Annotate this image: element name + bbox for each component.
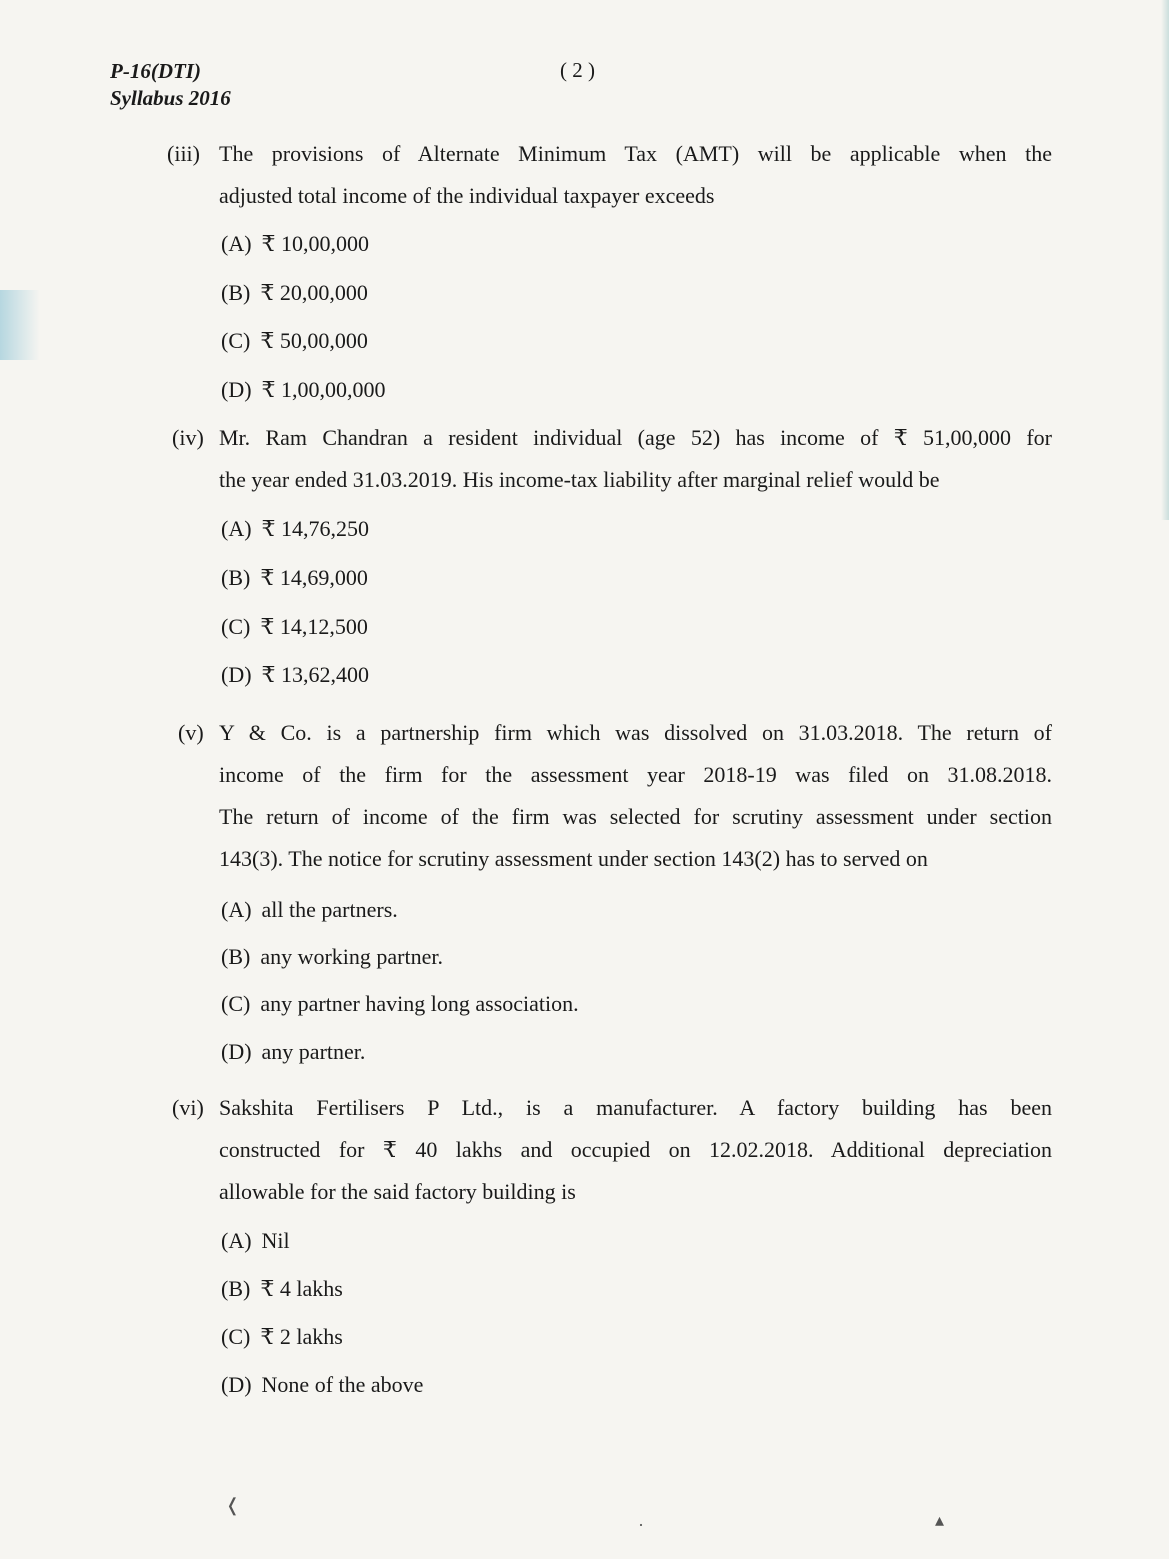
question-line: income of the firm for the assessment year 2018-19 was filed on 31.08.2018. <box>219 762 1052 787</box>
option-text: ₹ 50,00,000 <box>260 328 368 353</box>
option <box>221 990 579 1018</box>
option-text: any partner. <box>261 1039 366 1064</box>
option <box>221 613 368 641</box>
scan-speck: ❬ <box>225 1495 241 1515</box>
option <box>221 661 369 689</box>
scan-speck: · <box>638 1515 644 1535</box>
option-text: ₹ 20,00,000 <box>260 280 368 305</box>
question-text <box>219 140 1052 224</box>
option <box>221 230 369 258</box>
option-text: ₹ 10,00,000 <box>261 231 370 256</box>
option <box>221 1323 343 1351</box>
option <box>221 1227 290 1255</box>
option-text: Nil <box>261 1228 290 1253</box>
question-line: The return of income of the firm was selected for scrutiny assessment under section <box>219 804 1052 829</box>
option-label: (D) <box>221 1039 252 1064</box>
question-line: Y & Co. is a partnership firm which was dissolved on 31.03.2018. The return of <box>219 720 1052 745</box>
question-line: Sakshita Fertilisers P Ltd., is a manufacturer. A factory building has been <box>219 1095 1052 1120</box>
paper-header <box>110 58 231 112</box>
option-text: None of the above <box>261 1372 424 1397</box>
option-text: ₹ 14,76,250 <box>261 516 370 541</box>
option <box>221 1371 423 1399</box>
question-label: (iii) <box>167 141 200 166</box>
option-text: any working partner. <box>260 944 443 969</box>
option-text: all the partners. <box>261 897 398 922</box>
option-text: ₹ 14,12,500 <box>260 614 368 639</box>
question-label: (v) <box>178 720 204 745</box>
option-label: (C) <box>221 614 251 639</box>
option-text: ₹ 1,00,00,000 <box>261 377 386 402</box>
question-text <box>219 1094 1052 1220</box>
option-label: (D) <box>221 1372 252 1397</box>
option <box>221 943 443 971</box>
option-label: (A) <box>221 231 252 256</box>
option <box>221 376 386 404</box>
option-label: (A) <box>221 516 252 541</box>
option-label: (A) <box>221 897 252 922</box>
question-line: adjusted total income of the individual taxpayer exceeds <box>219 183 715 208</box>
option-label: (A) <box>221 1228 252 1253</box>
option-label: (B) <box>221 944 251 969</box>
page-number: ( 2 ) <box>560 58 595 82</box>
question-line: allowable for the said factory building is <box>219 1179 576 1204</box>
option-label: (B) <box>221 1276 251 1301</box>
option <box>221 1275 343 1303</box>
question-line: Mr. Ram Chandran a resident individual (age 52) has income of ₹ 51,00,000 for <box>219 425 1052 450</box>
syllabus-label: Syllabus 2016 <box>110 86 231 110</box>
option-label: (B) <box>221 280 251 305</box>
option-label: (B) <box>221 565 251 590</box>
scan-edge-shadow <box>1161 0 1169 520</box>
question-line: 143(3). The notice for scrutiny assessment under section 143(2) has to served on <box>219 846 928 871</box>
option-label: (C) <box>221 1324 251 1349</box>
option <box>221 279 368 307</box>
scan-left-tint <box>0 290 40 360</box>
option-text: ₹ 14,69,000 <box>260 565 368 590</box>
option <box>221 327 368 355</box>
question-line: constructed for ₹ 40 lakhs and occupied on 12.02.2018. Additional depreciation <box>219 1137 1052 1162</box>
scan-speck: ▴ <box>935 1510 945 1530</box>
question-text <box>219 719 1052 887</box>
option-text: any partner having long association. <box>260 991 579 1016</box>
question-line: the year ended 31.03.2019. His income-tax liability after marginal relief would be <box>219 467 940 492</box>
question-label: (iv) <box>172 425 204 450</box>
option-label: (D) <box>221 377 252 402</box>
paper-code: P-16(DTI) <box>110 59 201 83</box>
option <box>221 515 369 543</box>
option-text: ₹ 13,62,400 <box>261 662 370 687</box>
question-text <box>219 424 1052 508</box>
option-label: (C) <box>221 991 251 1016</box>
option-label: (D) <box>221 662 252 687</box>
question-line: The provisions of Alternate Minimum Tax (AMT) will be applicable when the <box>219 141 1052 166</box>
question-label: (vi) <box>172 1095 204 1120</box>
option-label: (C) <box>221 328 251 353</box>
option <box>221 896 398 924</box>
option-text: ₹ 4 lakhs <box>260 1276 343 1301</box>
option-text: ₹ 2 lakhs <box>260 1324 343 1349</box>
option <box>221 564 368 592</box>
option <box>221 1038 365 1066</box>
